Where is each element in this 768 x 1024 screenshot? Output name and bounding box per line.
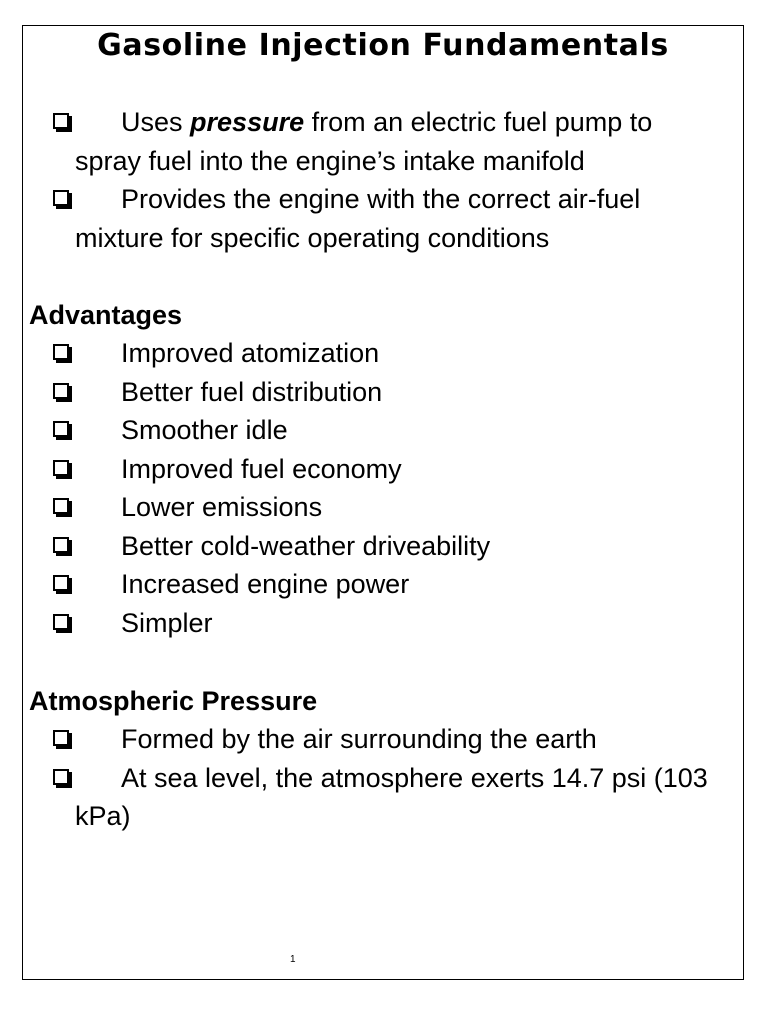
list-item <box>23 488 723 527</box>
page-number: 1 <box>290 954 296 965</box>
list-item <box>23 103 723 180</box>
item-text: Simpler <box>121 607 213 638</box>
checkbox-square-icon <box>53 421 69 437</box>
checkbox-square-icon <box>53 614 69 630</box>
item-text: Improved fuel economy <box>121 453 402 484</box>
item-text: Lower emissions <box>121 492 323 522</box>
item-text: Better fuel distribution <box>121 376 383 407</box>
intro-list <box>23 103 723 257</box>
checkbox-square-icon <box>53 498 69 514</box>
item-text: Improved atomization <box>121 338 380 368</box>
list-item <box>23 411 723 450</box>
list-item <box>23 334 723 373</box>
checkbox-square-icon <box>53 113 69 129</box>
checkbox-square-icon <box>53 575 69 591</box>
list-item <box>23 759 723 836</box>
checkbox-square-icon <box>53 769 69 785</box>
list-item <box>23 373 723 412</box>
intro-text-before: Uses <box>121 107 191 137</box>
item-text: Better cold-weather driveability <box>121 530 491 561</box>
item-text: Formed by the air surrounding the earth <box>121 724 597 754</box>
item-text: Smoother idle <box>121 415 288 445</box>
checkbox-square-icon <box>53 344 69 360</box>
atmospheric-list <box>23 720 723 836</box>
page-title: Gasoline Injection Fundamentals <box>97 28 669 63</box>
intro-text-after: from an electric fuel pump to spray fuel into the engine’s intake manifold <box>75 107 653 176</box>
document-page <box>22 25 744 980</box>
list-item <box>23 450 723 489</box>
intro-text: Provides the engine with the correct air-fuel mixture for specific operating conditions <box>75 184 641 253</box>
list-item <box>23 565 723 604</box>
checkbox-square-icon <box>53 190 69 206</box>
list-item <box>23 604 723 643</box>
emphasis-text: pressure <box>190 107 305 137</box>
checkbox-square-icon <box>53 383 69 399</box>
checkbox-square-icon <box>53 460 69 476</box>
advantages-list <box>23 334 723 642</box>
advantages-heading: Advantages <box>29 300 183 330</box>
list-item <box>23 180 723 257</box>
atmospheric-heading: Atmospheric Pressure <box>29 686 318 716</box>
item-text: At sea level, the atmosphere exerts 14.7 psi (103 kPa) <box>75 762 708 831</box>
item-text: Increased engine power <box>121 569 410 599</box>
list-item <box>23 720 723 759</box>
checkbox-square-icon <box>53 730 69 746</box>
checkbox-square-icon <box>53 537 69 553</box>
list-item <box>23 527 723 566</box>
